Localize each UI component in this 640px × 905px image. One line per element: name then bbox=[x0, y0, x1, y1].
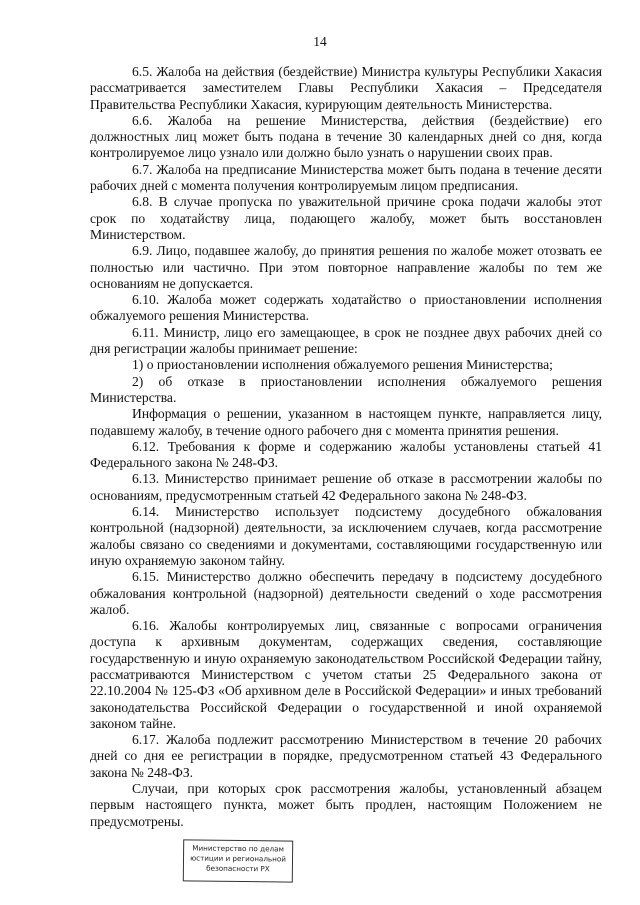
paragraph-6-11-item-1: 1) о приостановлении исполнения обжалуемого решения Министерства; bbox=[132, 357, 553, 373]
paragraph-6-10: 6.10. Жалоба может содержать ходатайство о приостановлении исполнения обжалуемого решения Министерства. bbox=[90, 292, 602, 324]
paragraph-6-12: 6.12. Требования к форме и содержанию жалобы установлены статьей 41 Федерального закона № 248-ФЗ. bbox=[90, 438, 602, 471]
paragraph-6-9: 6.9. Лицо, подавшее жалобу, до принятия решения по жалобе может отозвать ее полностью или частично. При этом повторное направление жалобы по тем же основаниям не допускается. bbox=[90, 243, 602, 291]
paragraph-6-14: 6.14. Министерство использует подсистему досудебного обжалования контрольной (надзорной) деятельности, за исключением случаев, когда рассмотрение жалобы связано со сведениями и документами, составляющими государственную или иную охраняемую законом тайну. bbox=[90, 504, 602, 568]
paragraph-6-17-cases: Случаи, при которых срок рассмотрения жалобы, установленный абзацем первым настоящего пункта, может быть продлен, настоящим Положением не предусмотрены. bbox=[90, 781, 602, 829]
document-body bbox=[90, 64, 602, 830]
paragraph-6-8: 6.8. В случае пропуска по уважительной причине срока подачи жалобы этот срок по ходатайству лица, подающего жалобу, может быть восстановлен Министерством. bbox=[90, 194, 602, 242]
paragraph-6-11-item-2: 2) об отказе в приостановлении исполнения обжалуемого решения Министерства. bbox=[90, 373, 602, 405]
stamp-line-2: юстиции и региональной bbox=[190, 853, 287, 864]
paragraph-6-11-info: Информация о решении, указанном в настоящем пункте, направляется лицу, подавшему жалобу, в течение одного рабочего дня с момента принятия решения. bbox=[90, 406, 602, 438]
page-number: 14 bbox=[313, 34, 327, 49]
paragraph-6-11: 6.11. Министр, лицо его замещающее, в срок не позднее двух рабочих дней со дня регистрации жалобы принимает решение: bbox=[90, 324, 602, 357]
stamp-line-1: Министерство по делам bbox=[192, 843, 284, 854]
paragraph-6-17: 6.17. Жалоба подлежит рассмотрению Министерством в течение 20 рабочих дней со дня ее регистрации в порядке, предусмотренном статьей 43 Федерального закона № 248-ФЗ. bbox=[90, 732, 602, 780]
paragraph-6-7: 6.7. Жалоба на предписание Министерства может быть подана в течение десяти рабочих дней с момента получения контролируемым лицом предписания. bbox=[90, 161, 602, 194]
paragraph-6-5: 6.5. Жалоба на действия (бездействие) Министра культуры Республики Хакасия рассматривается заместителем Главы Республики Хакасия – Председателя Правительства Республики Хакасия, курирующим деятельность Министерства. bbox=[90, 64, 602, 112]
paragraph-6-16: 6.16. Жалобы контролируемых лиц, связанные с вопросами ограничения доступа к архивным документам, содержащих сведения, составляющие государственную и иную охраняемую законодательством Российской Федерации тайну, рассматриваются Министерством с учетом статьи 25 Федерального закона от 22.10.2004 № 125-ФЗ «Об архивном деле в Российской Федерации» и иных требований законодательства Российской Федерации о государственной и иной охраняемой законом тайне. bbox=[90, 618, 602, 731]
stamp-line-3: безопасности РХ bbox=[206, 863, 270, 874]
paragraph-6-15: 6.15. Министерство должно обеспечить передачу в подсистему досудебного обжалования контрольной (надзорной) деятельности сведений о ходе рассмотрения жалоб. bbox=[90, 569, 602, 617]
paragraph-6-6: 6.6. Жалоба на решение Министерства, действия (бездействие) его должностных лиц может быть подана в течение 30 календарных дней со дня, когда контролируемое лицо узнало или должно было узнать о нарушении своих прав. bbox=[90, 112, 602, 161]
paragraph-6-13: 6.13. Министерство принимает решение об отказе в рассмотрении жалобы по основаниям, предусмотренным статьей 42 Федерального закона № 248-ФЗ. bbox=[90, 471, 602, 503]
ministry-stamp bbox=[183, 839, 293, 882]
